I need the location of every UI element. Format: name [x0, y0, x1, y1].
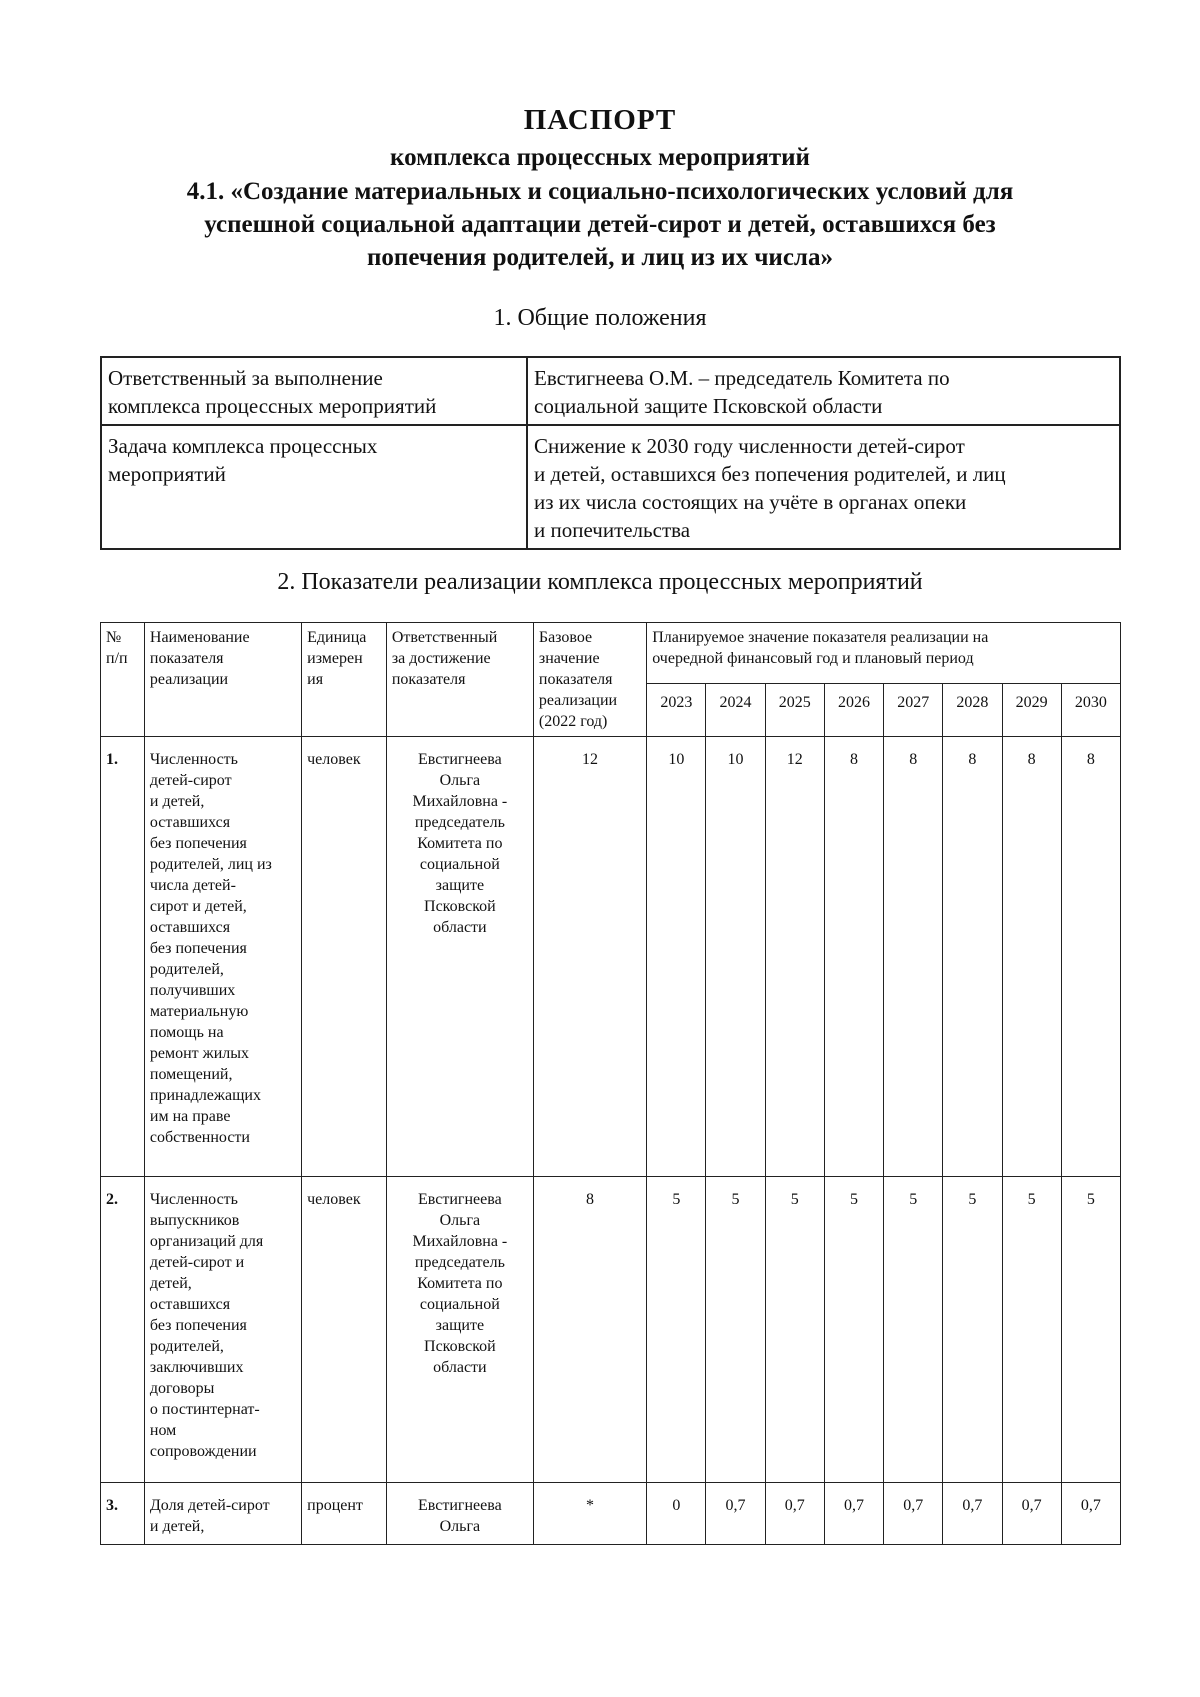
row-index: 1. [101, 737, 145, 1177]
section-general-heading: 1. Общие положения [493, 305, 707, 331]
responsible-value: Евстигнеева О.М. – председатель Комитета по социальной защите Псковской области [527, 357, 1120, 425]
indicator-planned-value: 0,7 [1002, 1483, 1061, 1545]
indicator-planned-value: 0,7 [1061, 1483, 1120, 1545]
table-row [101, 737, 1121, 1177]
col-header-year: 2023 [647, 684, 706, 737]
col-header-year: 2030 [1061, 684, 1120, 737]
header-row [101, 623, 1121, 684]
indicator-base-value: 8 [533, 1177, 646, 1483]
indicator-responsible: Евстигнеева Ольга [386, 1483, 533, 1545]
col-header-year: 2028 [943, 684, 1002, 737]
indicator-unit: процент [302, 1483, 387, 1545]
indicator-planned-value: 0,7 [824, 1483, 883, 1545]
indicator-planned-value: 10 [706, 737, 765, 1177]
col-header-name: Наименование показателя реализации [144, 623, 301, 737]
section-indicators-heading: 2. Показатели реализации комплекса процессных мероприятий [277, 569, 923, 595]
indicator-name: Доля детей-сирот и детей, [144, 1483, 301, 1545]
indicator-planned-value: 8 [884, 737, 943, 1177]
indicator-planned-value: 5 [824, 1177, 883, 1483]
col-header-num: № п/п [101, 623, 145, 737]
indicator-planned-value: 5 [706, 1177, 765, 1483]
document-title: ПАСПОРТ [523, 104, 677, 136]
col-header-year: 2024 [706, 684, 765, 737]
indicator-planned-value: 0,7 [943, 1483, 1002, 1545]
task-label: Задача комплекса процессных мероприятий [101, 425, 527, 549]
row-index: 2. [101, 1177, 145, 1483]
general-provisions-table [100, 356, 1121, 550]
indicator-planned-value: 5 [943, 1177, 1002, 1483]
indicator-unit: человек [302, 1177, 387, 1483]
indicator-planned-value: 8 [824, 737, 883, 1177]
col-header-base: Базовое значение показателя реализации (2022 год) [533, 623, 646, 737]
program-name: 4.1. «Создание материальных и социально-психологических условий для успешной социальной адаптации детей-сирот и детей, оставшихся без попечения родителей, и лиц из их числа» [186, 178, 1014, 271]
col-header-unit: Единица измерен ия [302, 623, 387, 737]
col-header-year: 2025 [765, 684, 824, 737]
table-row [101, 1177, 1121, 1483]
table-row [101, 357, 1120, 425]
task-value: Снижение к 2030 году численности детей-сирот и детей, оставшихся без попечения родителей, и лиц из их числа состоящих на учёте в органах опеки и попечительства [527, 425, 1120, 549]
responsible-label: Ответственный за выполнение комплекса процессных мероприятий [101, 357, 527, 425]
indicator-planned-value: 5 [1002, 1177, 1061, 1483]
indicator-responsible: Евстигнеева Ольга Михайловна - председатель Комитета по социальной защите Псковской области [386, 1177, 533, 1483]
indicator-name: Численность выпускников организаций для детей-сирот и детей, оставшихся без попечения родителей, заключивших договоры о постинтернат- ном сопровождении [144, 1177, 301, 1483]
indicator-base-value: 12 [533, 737, 646, 1177]
indicators-table [100, 622, 1121, 1545]
col-header-year: 2026 [824, 684, 883, 737]
col-header-year: 2029 [1002, 684, 1061, 737]
indicator-responsible: Евстигнеева Ольга Михайловна - председатель Комитета по социальной защите Псковской области [386, 737, 533, 1177]
indicator-planned-value: 10 [647, 737, 706, 1177]
col-header-planned: Планируемое значение показателя реализации на очередной финансовый год и плановый период [647, 623, 1121, 684]
indicator-planned-value: 5 [765, 1177, 824, 1483]
indicator-planned-value: 8 [943, 737, 1002, 1177]
indicator-planned-value: 5 [884, 1177, 943, 1483]
table-row [101, 1483, 1121, 1545]
indicator-planned-value: 8 [1002, 737, 1061, 1177]
indicator-planned-value: 0,7 [884, 1483, 943, 1545]
indicator-planned-value: 0 [647, 1483, 706, 1545]
indicator-planned-value: 12 [765, 737, 824, 1177]
indicator-planned-value: 8 [1061, 737, 1120, 1177]
indicator-planned-value: 5 [1061, 1177, 1120, 1483]
col-header-responsible: Ответственный за достижение показателя [386, 623, 533, 737]
indicator-unit: человек [302, 737, 387, 1177]
table-row [101, 425, 1120, 549]
document-subtitle: комплекса процессных мероприятий [390, 144, 810, 171]
indicator-planned-value: 0,7 [765, 1483, 824, 1545]
row-index: 3. [101, 1483, 145, 1545]
col-header-year: 2027 [884, 684, 943, 737]
indicator-planned-value: 0,7 [706, 1483, 765, 1545]
indicator-planned-value: 5 [647, 1177, 706, 1483]
indicator-name: Численность детей-сирот и детей, оставшихся без попечения родителей, лиц из числа детей- сирот и детей, оставшихся без попечения родителей, получивших материальную помощь на ремонт жилых помещений, принадлежащих им на праве собственности [144, 737, 301, 1177]
indicator-base-value: * [533, 1483, 646, 1545]
